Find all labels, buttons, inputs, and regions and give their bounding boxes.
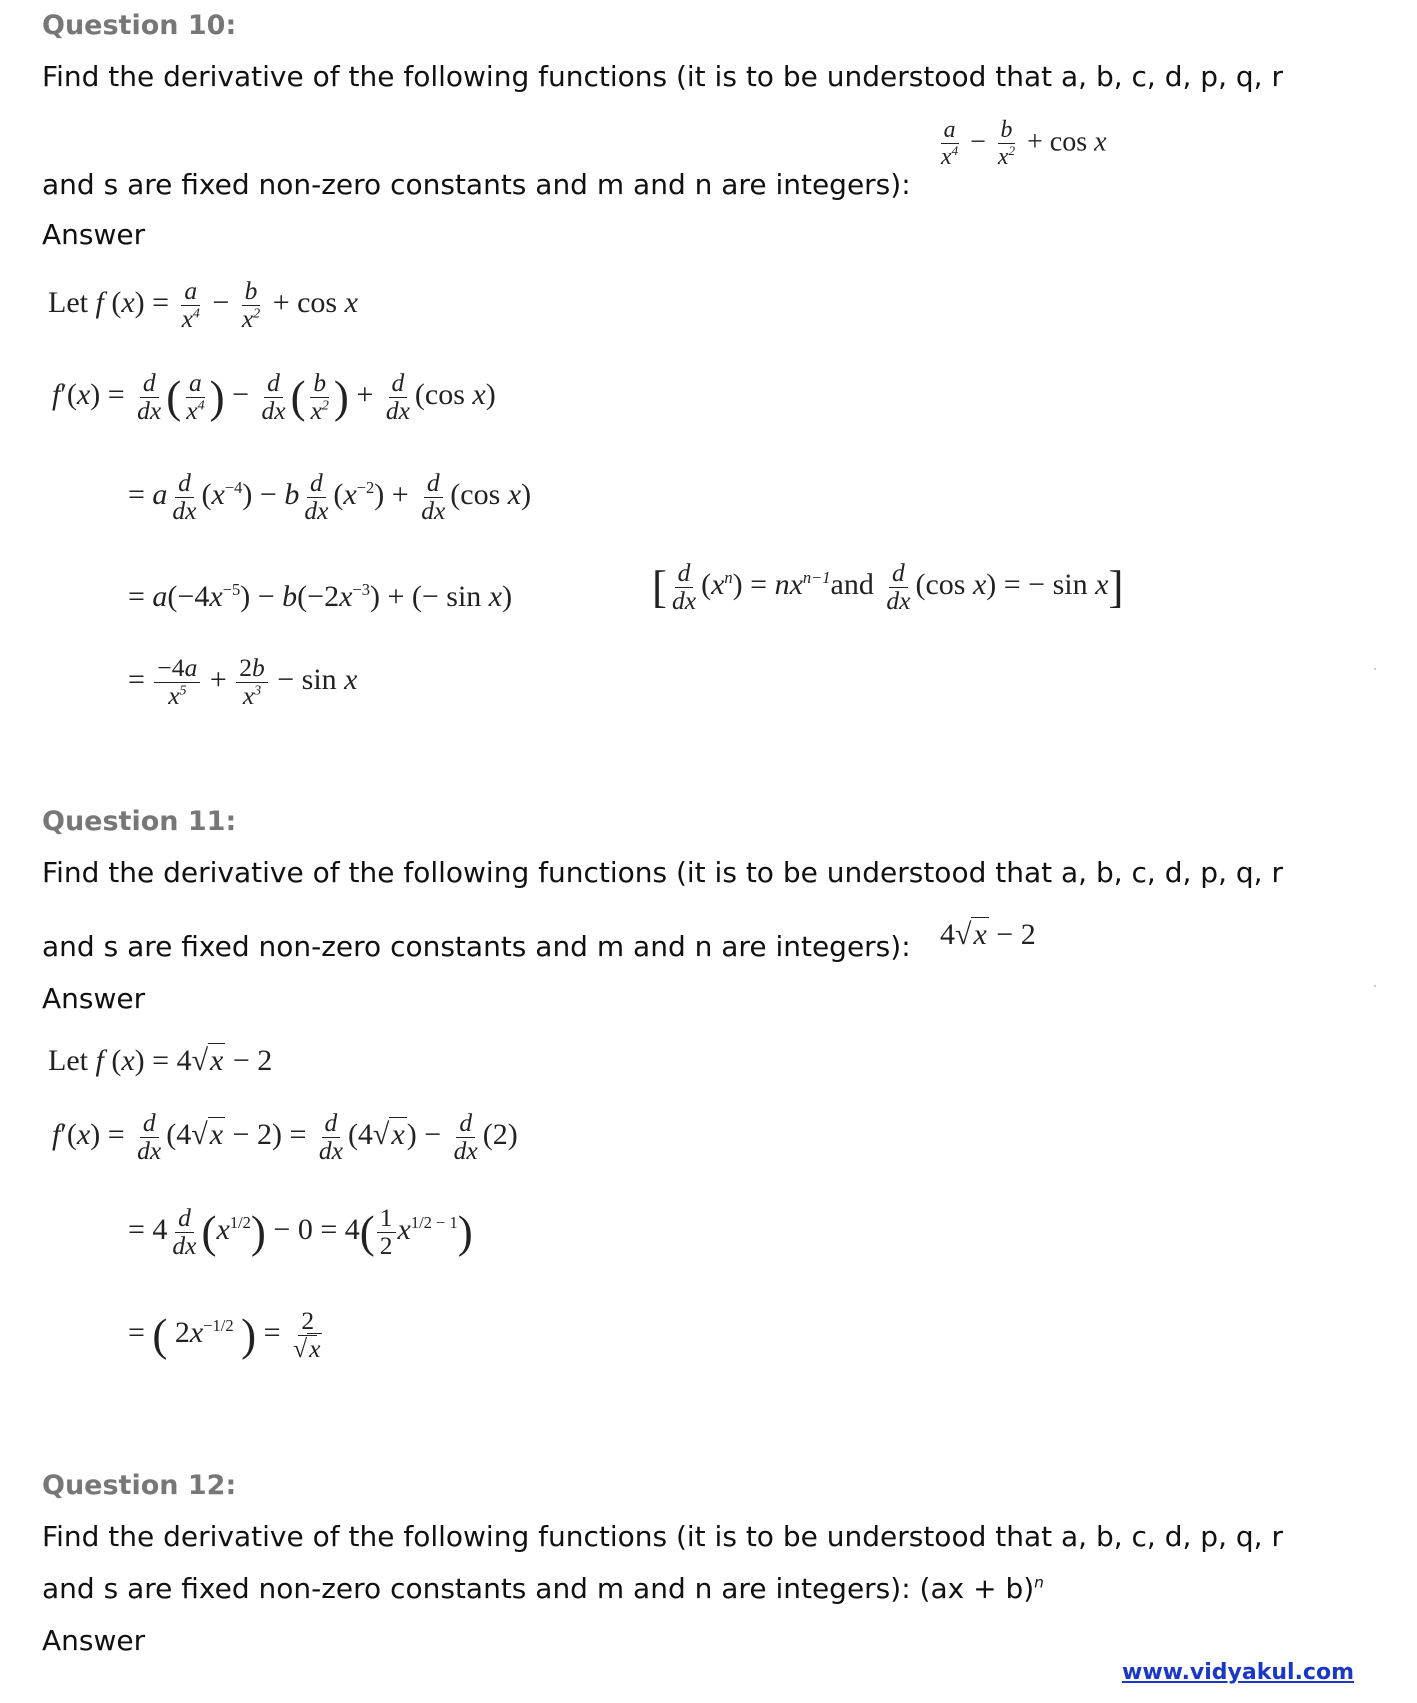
- question-11-text-line1: Find the derivative of the following functions (it is to be understood that a, b, c, d, p, q, r: [42, 856, 1283, 889]
- question-12-answer-label: Answer: [42, 1624, 146, 1657]
- vidyakul-website-link[interactable]: www.vidyakul.com: [1122, 1660, 1355, 1685]
- question-10-text-line2: and s are fixed non-zero constants and m and n are integers):: [42, 168, 911, 201]
- question-11-answer-label: Answer: [42, 982, 146, 1015]
- question-10-heading: Question 10:: [42, 10, 237, 41]
- q10-step-derivative: f′(x) = $\frac{d}{dx}$ ( $\frac{a}{x^4}$ ) − $\frac{d}{dx}$ ( $\frac{b}{x^2}$ ) + $\frac{d}{dx}$ (cos x): [52, 368, 496, 425]
- question-10-text-line1: Find the derivative of the following functions (it is to be understood that a, b, c, d, p, q, r: [42, 60, 1283, 93]
- q10-step-let: Let f (x) = $\frac{a}{x^4}$ − $\frac{b}{x^2}$ + cos x: [48, 276, 358, 333]
- q11-step-result: = ( $2x^{-1/2}$ ) = $\frac{2}{√x}$: [128, 1306, 321, 1363]
- question-10-function: $\frac{a}{x^4}$ − $\frac{b}{x^2}$ + cos x: [941, 117, 1107, 170]
- scan-artifact-dot: [1374, 985, 1376, 987]
- question-11-text-line2: and s are fixed non-zero constants and m and n are integers):: [42, 930, 911, 963]
- question-11-heading: Question 11:: [42, 806, 237, 837]
- q11-step-power: = 4 $\frac{d}{dx}$ $(x^{1/2}) - 0 = 4$( $\frac{1}{2}$ $x^{1/2 - 1}$): [128, 1203, 473, 1260]
- q10-step-result: = $\frac{-4a}{x^5}$ + $\frac{2b}{x^3}$ − sin x: [128, 653, 358, 710]
- q11-step-derivative: f′(x) = $\frac{d}{dx}$ (4√x − 2) = $\frac{d}{dx}$ (4√x) − $\frac{d}{dx}$ (2): [52, 1108, 518, 1165]
- question-12-text-line2-main: and s are fixed non-zero constants and m and n are integers): (ax + b): [42, 1572, 1035, 1605]
- question-11-function: 4√x − 2: [940, 918, 1036, 951]
- q10-step-differentiated: = $a(-4x^{-5}) - b(-2x^{-3})$ + (− sin x): [128, 580, 513, 613]
- q10-rule-bracket: [ $\frac{d}{dx}$ $(x^n) = nx^{n-1}and$ $\frac{d}{dx}$ (cos x) = − sin x]: [652, 558, 1124, 615]
- question-10-answer-label: Answer: [42, 218, 146, 251]
- q11-step-let: Let f (x) = 4√x − 2: [48, 1044, 273, 1077]
- q10-step-powers: = a $\frac{d}{dx}$ $(x^{-4}) - b$ $\frac{d}{dx}$ $(x^{-2})$ + $\frac{d}{dx}$ (cos x): [128, 468, 532, 525]
- scan-artifact-dot: [1374, 668, 1376, 670]
- question-12-exponent: n: [1034, 1573, 1044, 1592]
- question-12-text-line2: [42, 1572, 1044, 1605]
- question-12-text-line1: Find the derivative of the following functions (it is to be understood that a, b, c, d, p, q, r: [42, 1520, 1283, 1553]
- question-12-heading: Question 12:: [42, 1470, 237, 1501]
